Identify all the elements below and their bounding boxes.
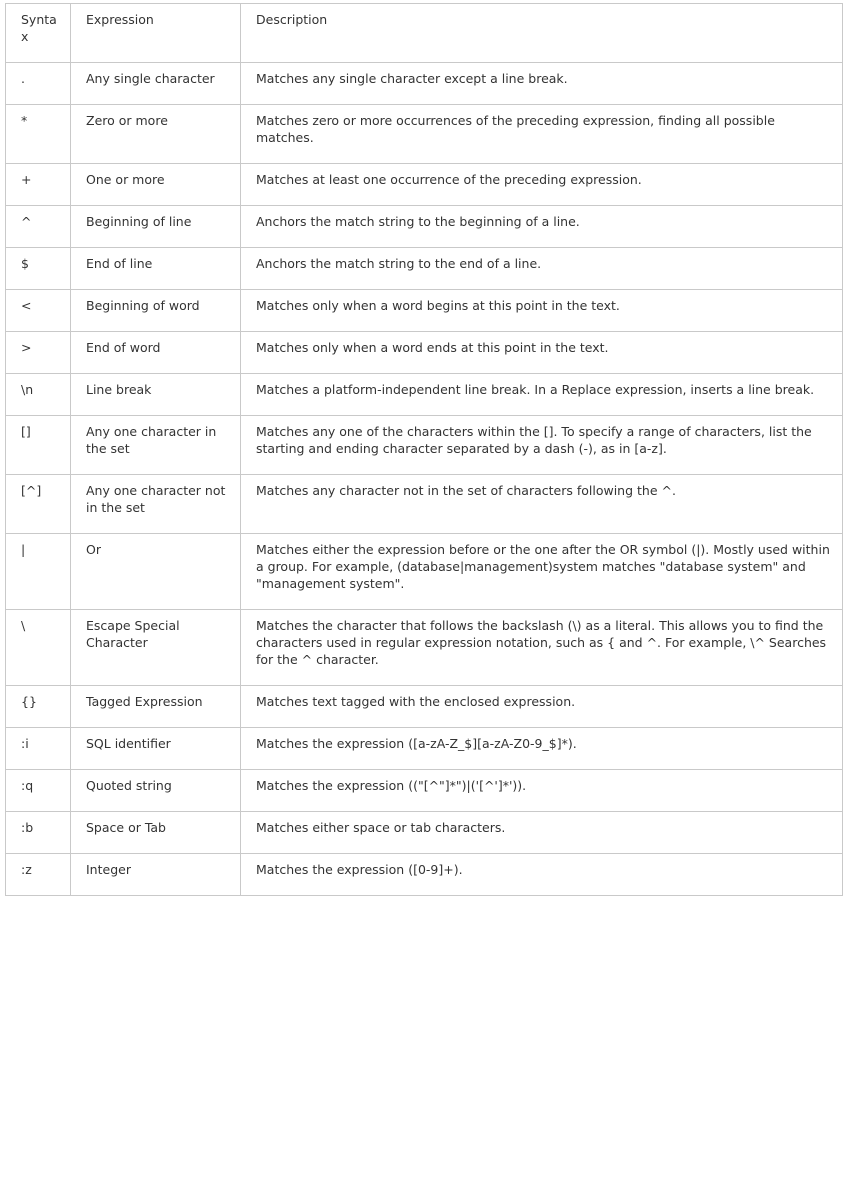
header-description: Description [241,4,843,63]
table-row [6,63,843,105]
syntax-cell: :z [6,854,71,896]
syntax-cell: \ [6,610,71,686]
syntax-cell: [^] [6,475,71,534]
table-row [6,416,843,475]
expression-cell: Zero or more [71,105,241,164]
description-cell: Matches the expression ([a-zA-Z_$][a-zA-Z0-9_$]*). [241,728,843,770]
expression-cell: Escape Special Character [71,610,241,686]
description-cell: Matches a platform-independent line break. In a Replace expression, inserts a line break. [241,374,843,416]
syntax-cell: $ [6,248,71,290]
table-row [6,854,843,896]
expression-cell: End of line [71,248,241,290]
description-cell: Matches at least one occurrence of the preceding expression. [241,164,843,206]
table-row [6,728,843,770]
description-cell: Matches either the expression before or the one after the OR symbol (|). Mostly used within a group. For example, (database|management)system matches "database system" and "management system". [241,534,843,610]
syntax-cell: | [6,534,71,610]
syntax-cell: :b [6,812,71,854]
table-row [6,332,843,374]
header-syntax: Syntax [6,4,71,63]
description-cell: Matches only when a word ends at this point in the text. [241,332,843,374]
description-cell: Matches zero or more occurrences of the preceding expression, finding all possible matches. [241,105,843,164]
expression-cell: Or [71,534,241,610]
description-cell: Matches any single character except a line break. [241,63,843,105]
table-row [6,534,843,610]
expression-cell: Any single character [71,63,241,105]
description-cell: Matches the character that follows the backslash (\) as a literal. This allows you to find the characters used in regular expression notation, such as { and ^. For example, \^ Searches for the ^ character. [241,610,843,686]
expression-cell: Tagged Expression [71,686,241,728]
table-row [6,475,843,534]
table-row [6,105,843,164]
table-row [6,610,843,686]
description-cell: Matches either space or tab characters. [241,812,843,854]
expression-cell: Beginning of word [71,290,241,332]
regex-syntax-table [5,3,843,896]
syntax-cell: * [6,105,71,164]
table-row [6,374,843,416]
syntax-cell: :i [6,728,71,770]
syntax-cell: [] [6,416,71,475]
expression-cell: Any one character not in the set [71,475,241,534]
expression-cell: End of word [71,332,241,374]
table-row [6,770,843,812]
regex-reference-container [5,3,843,896]
description-cell: Matches any character not in the set of characters following the ^. [241,475,843,534]
expression-cell: Space or Tab [71,812,241,854]
expression-cell: One or more [71,164,241,206]
syntax-cell: . [6,63,71,105]
description-cell: Matches the expression (("[^"]*")|('[^']*')). [241,770,843,812]
table-row [6,164,843,206]
expression-cell: Line break [71,374,241,416]
header-expression: Expression [71,4,241,63]
table-row [6,290,843,332]
description-cell: Matches the expression ([0-9]+). [241,854,843,896]
syntax-cell: < [6,290,71,332]
description-cell: Anchors the match string to the beginning of a line. [241,206,843,248]
syntax-cell: \n [6,374,71,416]
syntax-cell: {} [6,686,71,728]
expression-cell: Quoted string [71,770,241,812]
syntax-cell: + [6,164,71,206]
expression-cell: Beginning of line [71,206,241,248]
description-cell: Matches only when a word begins at this point in the text. [241,290,843,332]
syntax-cell: > [6,332,71,374]
table-header-row [6,4,843,63]
description-cell: Matches text tagged with the enclosed expression. [241,686,843,728]
expression-cell: SQL identifier [71,728,241,770]
expression-cell: Any one character in the set [71,416,241,475]
table-row [6,812,843,854]
description-cell: Matches any one of the characters within the []. To specify a range of characters, list the starting and ending character separated by a dash (-), as in [a-z]. [241,416,843,475]
table-row [6,248,843,290]
expression-cell: Integer [71,854,241,896]
description-cell: Anchors the match string to the end of a line. [241,248,843,290]
table-row [6,206,843,248]
syntax-cell: ^ [6,206,71,248]
table-row [6,686,843,728]
syntax-cell: :q [6,770,71,812]
